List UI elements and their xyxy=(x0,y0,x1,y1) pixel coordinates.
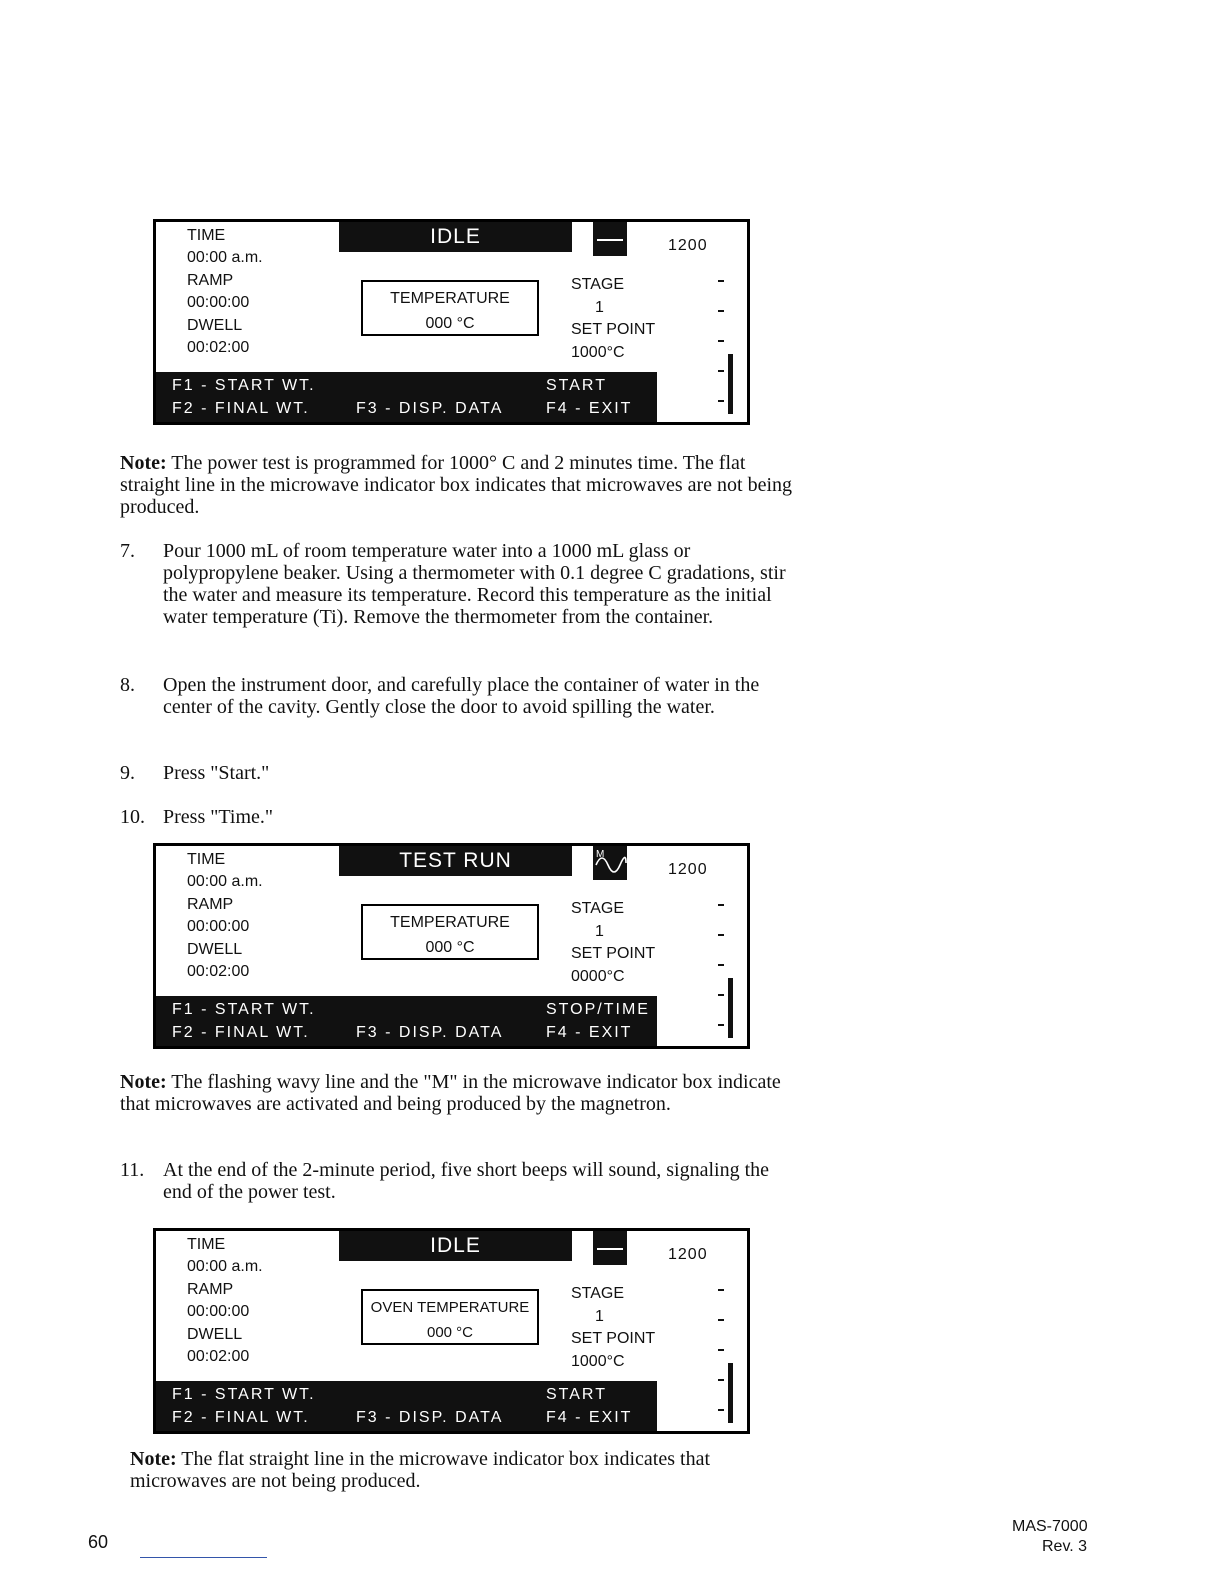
temperature-label: TEMPERATURE xyxy=(390,914,510,931)
footer-rule xyxy=(140,1557,267,1558)
step-text: At the end of the 2-minute period, five short beeps will sound, signaling the end of the power test. xyxy=(163,1159,769,1203)
scale-tick xyxy=(718,280,724,282)
stage-block xyxy=(571,898,655,988)
dwell-label: DWELL xyxy=(187,1326,243,1343)
function-key-bar xyxy=(156,1381,657,1431)
page-number: 60 xyxy=(88,1532,109,1552)
function-key-bar xyxy=(156,372,657,422)
scale-tick xyxy=(718,1319,724,1321)
temperature-value: 000 °C xyxy=(425,939,475,956)
note-1 xyxy=(120,452,800,518)
note-text: The flashing wavy line and the "M" in the microwave indicator box indicate that microwaves are activated and being produced by the magnetron. xyxy=(120,1071,781,1115)
note-3 xyxy=(130,1448,810,1492)
setpoint-label: SET POINT xyxy=(571,945,656,962)
scale-tick xyxy=(718,994,724,996)
power-scale xyxy=(716,898,736,1038)
f4-exit-key[interactable]: F4 - EXIT xyxy=(546,1409,633,1426)
mode-banner: TEST RUN xyxy=(339,846,572,876)
wavy-line-icon xyxy=(593,846,627,880)
start-key[interactable]: START xyxy=(546,1386,607,1403)
setpoint-value: 0000°C xyxy=(571,967,625,985)
dwell-value: 00:02:00 xyxy=(187,1348,250,1365)
time-value: 00:00 a.m. xyxy=(187,873,263,890)
stage-label: STAGE xyxy=(571,900,625,917)
temperature-box xyxy=(361,1289,539,1345)
scale-tick xyxy=(718,1349,724,1351)
step-number: 8. xyxy=(120,674,135,696)
mode-banner: IDLE xyxy=(339,1231,572,1261)
step-number: 9. xyxy=(120,762,135,784)
scale-tick xyxy=(718,400,724,402)
revision: Rev. 3 xyxy=(1042,1538,1088,1555)
scale-value: 1200 xyxy=(668,861,708,878)
f4-exit-key[interactable]: F4 - EXIT xyxy=(546,1024,633,1041)
note-text: The power test is programmed for 1000° C and 2 minutes time. The flat straight line in the microwave indicator box indicates that microwaves are not being produced. xyxy=(120,452,793,518)
f3-display-data-key[interactable]: F3 - DISP. DATA xyxy=(356,1409,504,1426)
step-number: 10. xyxy=(120,806,145,828)
scale-tick xyxy=(718,340,724,342)
note-label: Note: xyxy=(120,1071,167,1093)
setpoint-label: SET POINT xyxy=(571,321,656,338)
temperature-value: 000 °C xyxy=(425,315,475,332)
stage-value: 1 xyxy=(595,1307,604,1325)
time-label: TIME xyxy=(187,851,226,868)
function-key-bar xyxy=(156,996,657,1046)
ramp-value: 00:00:00 xyxy=(187,1303,250,1320)
setpoint-label: SET POINT xyxy=(571,1330,656,1347)
step-text: Open the instrument door, and carefully place the container of water in the center of the cavity. Gently close the door to avoid spilling the water. xyxy=(163,674,760,718)
scale-tick xyxy=(718,370,724,372)
time-label: TIME xyxy=(187,1236,226,1253)
step-text: Press "Time." xyxy=(163,806,274,828)
note-2 xyxy=(120,1071,800,1115)
scale-value: 1200 xyxy=(668,237,708,254)
magnetron-indicator-letter: M xyxy=(596,849,605,860)
power-bar xyxy=(728,354,733,414)
step-number: 11. xyxy=(120,1159,145,1181)
scale-tick xyxy=(718,1289,724,1291)
scale-tick xyxy=(718,1024,724,1026)
scale-tick xyxy=(718,904,724,906)
f3-display-data-key[interactable]: F3 - DISP. DATA xyxy=(356,400,504,417)
dwell-label: DWELL xyxy=(187,941,243,958)
dwell-label: DWELL xyxy=(187,317,243,334)
display-screen-idle-1 xyxy=(153,219,750,425)
time-value: 00:00 a.m. xyxy=(187,249,263,266)
ramp-value: 00:00:00 xyxy=(187,294,250,311)
scale-tick xyxy=(718,1409,724,1411)
ramp-label: RAMP xyxy=(187,1281,234,1298)
display-screen-test-run xyxy=(153,843,750,1049)
flat-line-icon xyxy=(593,222,627,256)
display-screen-idle-2 xyxy=(153,1228,750,1434)
scale-tick xyxy=(718,964,724,966)
temperature-label: OVEN TEMPERATURE xyxy=(370,1299,530,1316)
scale-tick xyxy=(718,1379,724,1381)
stage-label: STAGE xyxy=(571,276,625,293)
scale-tick xyxy=(718,310,724,312)
document-id: MAS-7000 xyxy=(1012,1518,1088,1535)
ramp-label: RAMP xyxy=(187,896,234,913)
power-bar xyxy=(728,1363,733,1423)
temperature-box xyxy=(361,904,539,960)
power-bar xyxy=(728,978,733,1038)
temperature-value: 000 °C xyxy=(426,1324,474,1341)
step-number: 7. xyxy=(120,540,135,562)
setpoint-value: 1000°C xyxy=(571,343,625,361)
temperature-box xyxy=(361,280,539,336)
flat-line-icon xyxy=(593,1231,627,1265)
stage-block xyxy=(571,1283,655,1373)
ramp-label: RAMP xyxy=(187,272,234,289)
f2-final-weight-key[interactable]: F2 - FINAL WT. xyxy=(172,400,310,417)
start-key[interactable]: START xyxy=(546,377,607,394)
time-label: TIME xyxy=(187,227,226,244)
step-text: Pour 1000 mL of room temperature water into a 1000 mL glass or polypropylene beaker. Using a thermometer with 0.1 degree C gradations, stir the water and measure its temperature. Record this temperature as the initial water temperature (Ti). Remove the thermometer from the container. xyxy=(163,540,786,628)
temperature-label: TEMPERATURE xyxy=(390,290,510,307)
step-text: Press "Start." xyxy=(163,762,270,784)
f1-start-weight-key[interactable]: F1 - START WT. xyxy=(172,1386,316,1403)
power-scale xyxy=(716,1283,736,1423)
stage-value: 1 xyxy=(595,298,604,316)
power-scale xyxy=(716,274,736,414)
note-text: The flat straight line in the microwave indicator box indicates that microwaves are not being produced. xyxy=(130,1448,711,1492)
f3-display-data-key[interactable]: F3 - DISP. DATA xyxy=(356,1024,504,1041)
f2-final-weight-key[interactable]: F2 - FINAL WT. xyxy=(172,1024,310,1041)
scale-value: 1200 xyxy=(668,1246,708,1263)
dwell-value: 00:02:00 xyxy=(187,963,250,980)
setpoint-value: 1000°C xyxy=(571,1352,625,1370)
mode-banner: IDLE xyxy=(339,222,572,252)
f1-start-weight-key[interactable]: F1 - START WT. xyxy=(172,1001,316,1018)
ramp-value: 00:00:00 xyxy=(187,918,250,935)
f4-exit-key[interactable]: F4 - EXIT xyxy=(546,400,633,417)
scale-tick xyxy=(718,934,724,936)
dwell-value: 00:02:00 xyxy=(187,339,250,356)
time-value: 00:00 a.m. xyxy=(187,1258,263,1275)
stage-label: STAGE xyxy=(571,1285,625,1302)
note-label: Note: xyxy=(130,1448,177,1470)
note-label: Note: xyxy=(120,452,167,474)
f2-final-weight-key[interactable]: F2 - FINAL WT. xyxy=(172,1409,310,1426)
stage-value: 1 xyxy=(595,922,604,940)
stage-block xyxy=(571,274,655,364)
f1-start-weight-key[interactable]: F1 - START WT. xyxy=(172,377,316,394)
stop-time-key[interactable]: STOP/TIME xyxy=(546,1001,650,1018)
